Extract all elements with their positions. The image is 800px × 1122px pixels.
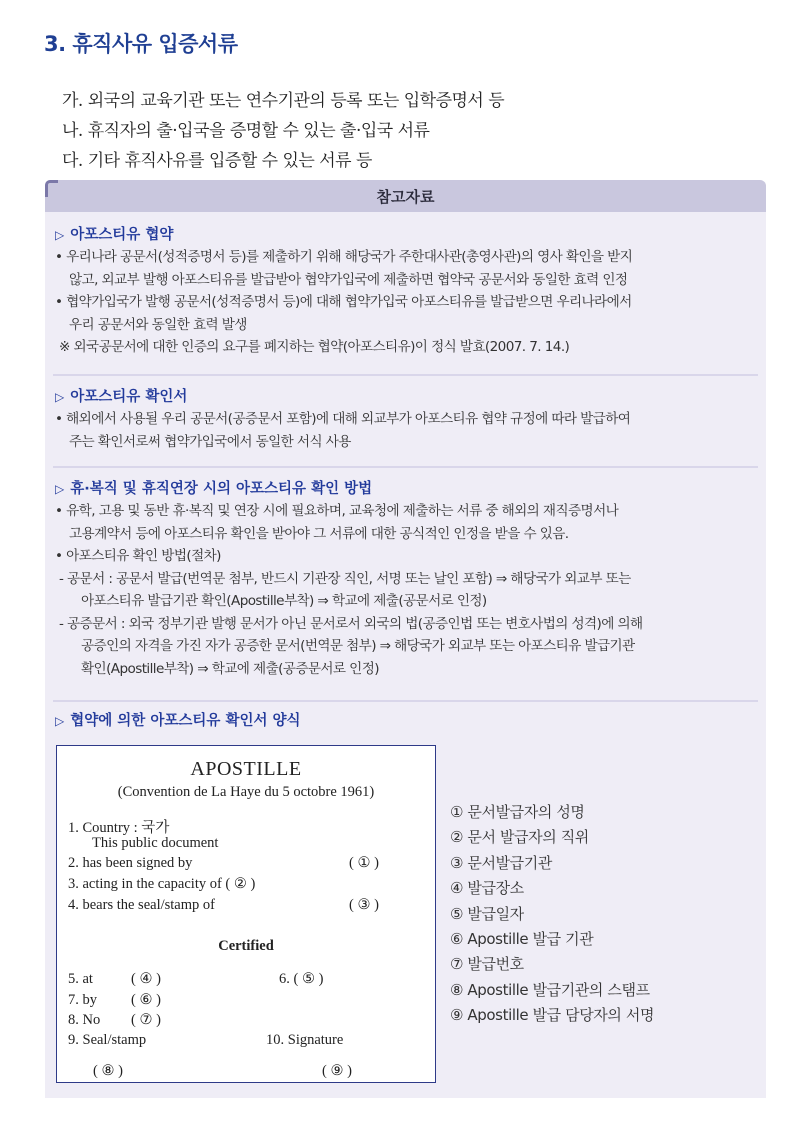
page-title: 3. 휴직사유 입증서류 xyxy=(44,32,238,56)
field-public-document: This public document xyxy=(92,835,219,851)
list-item: 가. 외국의 교육기관 또는 연수기관의 등록 또는 입학증명서 등 xyxy=(62,91,505,111)
field-seal-stamp: 9. Seal/stamp xyxy=(68,1032,147,1048)
legend-item: ③ 문서발급기관 xyxy=(450,853,552,872)
triangle-icon: ▷ xyxy=(55,714,65,728)
divider xyxy=(53,374,758,376)
text-line: 않고, 외교부 발행 아포스티유를 발급받아 협약가입국에 제출하면 협약국 공문서와 동일한 효력 인정 xyxy=(69,271,628,288)
triangle-icon: ▷ xyxy=(55,482,65,496)
text-line: - 공증문서 : 외국 정부기관 발행 문서가 아닌 문서로서 외국의 법(공증인법 또는 변호사법의 성격)에 의해 xyxy=(59,615,643,632)
field-signed-by-value: ( ① ) xyxy=(349,855,379,871)
document-list xyxy=(62,86,504,176)
text-line: 우리 공문서와 동일한 효력 발생 xyxy=(69,316,247,333)
text-line: • 협약가입국가 발행 공문서(성적증명서 등)에 대해 협약가입국 아포스티유를 발급받으면 우리나라에서 xyxy=(55,294,632,310)
field-capacity: 3. acting in the capacity of ( ② ) xyxy=(68,876,256,892)
legend-item: ⑨ Apostille 발급 담당자의 서명 xyxy=(450,1006,655,1025)
field-by: 7. by xyxy=(68,992,97,1008)
triangle-icon: ▷ xyxy=(55,228,65,242)
section-apostille-certificate xyxy=(55,386,755,453)
section-title: 휴·복직 및 휴직연장 시의 아포스티유 확인 방법 xyxy=(70,481,373,497)
field-signature-value: ( ⑨ ) xyxy=(322,1063,352,1079)
field-at-value: ( ④ ) xyxy=(131,971,161,987)
legend-item: ① 문서발급자의 성명 xyxy=(450,803,585,821)
field-by-value: ( ⑥ ) xyxy=(131,992,161,1008)
text-line: 공증인의 자격을 가진 자가 공증한 문서(번역문 첨부) ⇒ 해당국가 외교부 또는 아포스티유 발급기관 xyxy=(81,638,635,654)
list-item: 나. 휴직자의 출·입국을 증명할 수 있는 출·입국 서류 xyxy=(62,121,430,141)
field-date: 6. ( ⑤ ) xyxy=(279,971,324,987)
field-at: 5. at xyxy=(68,971,93,987)
text-line: 고용계약서 등에 아포스티유 확인을 받아야 그 서류에 대한 공식적인 인정을 받을 수 있음. xyxy=(69,525,569,542)
section-title: 협약에 의한 아포스티유 확인서 양식 xyxy=(70,713,301,729)
legend-item: ② 문서 발급자의 직위 xyxy=(450,828,589,847)
legend-item: ④ 발급장소 xyxy=(450,879,524,898)
legend-item: ⑦ 발급번호 xyxy=(450,955,524,974)
text-line: • 해외에서 사용될 우리 공문서(공증문서 포함)에 대해 외교부가 아포스티유 협약 규정에 따라 발급하여 xyxy=(55,411,631,427)
triangle-icon: ▷ xyxy=(55,390,65,404)
section-apostille-convention xyxy=(55,224,755,359)
field-seal: 4. bears the seal/stamp of xyxy=(68,897,215,913)
legend-item: ⑤ 발급일자 xyxy=(450,904,524,923)
legend-item: ⑧ Apostille 발급기관의 스탬프 xyxy=(450,980,650,999)
apostille-title: APOSTILLE xyxy=(190,758,302,780)
field-country: 1. Country : 국가 xyxy=(68,820,170,836)
text-line: 아포스티유 발급기관 확인(Apostille부착) ⇒ 학교에 제출(공문서로 인정) xyxy=(81,593,487,609)
divider xyxy=(53,700,758,702)
corner-decoration xyxy=(45,180,58,197)
certified-label: Certified xyxy=(218,938,274,954)
legend-list xyxy=(450,800,654,1029)
divider xyxy=(53,466,758,468)
text-line: • 유학, 고용 및 동반 휴·복직 및 연장 시에 필요하며, 교육청에 제출하는 서류 중 해외의 재직증명서나 xyxy=(55,503,619,519)
field-seal-value: ( ③ ) xyxy=(349,897,379,913)
apostille-form xyxy=(56,745,436,1083)
section-title: 아포스티유 확인서 xyxy=(70,389,188,405)
apostille-subtitle: (Convention de La Haye du 5 octobre 1961) xyxy=(117,784,375,800)
text-line: • 우리나라 공문서(성적증명서 등)를 제출하기 위해 해당국가 주한대사관(총영사관)의 영사 확인을 받지 xyxy=(55,249,633,265)
reference-header: 참고자료 xyxy=(45,180,766,212)
field-no: 8. No xyxy=(68,1012,101,1028)
legend-item: ⑥ Apostille 발급 기관 xyxy=(450,930,594,949)
section-form xyxy=(55,710,755,732)
text-line: 주는 확인서로써 협약가입국에서 동일한 서식 사용 xyxy=(69,433,351,450)
text-line: 확인(Apostille부착) ⇒ 학교에 제출(공증문서로 인정) xyxy=(81,660,379,677)
text-line: - 공문서 : 공문서 발급(번역문 첨부, 반드시 기관장 직인, 서명 또는 날인 포함) ⇒ 해당국가 외교부 또는 xyxy=(59,570,631,587)
field-no-value: ( ⑦ ) xyxy=(131,1012,161,1028)
text-line: • 아포스티유 확인 방법(절차) xyxy=(55,548,221,564)
field-signed-by: 2. has been signed by xyxy=(68,855,193,871)
list-item: 다. 기타 휴직사유를 입증할 수 있는 서류 등 xyxy=(62,151,372,171)
section-verification-method xyxy=(55,478,755,680)
section-title: 아포스티유 협약 xyxy=(70,227,174,243)
note-line: ※ 외국공문서에 대한 인증의 요구를 폐지하는 협약(아포스티유)이 정식 발효(2007. 7. 14.) xyxy=(59,339,570,355)
field-seal-stamp-value: ( ⑧ ) xyxy=(93,1063,123,1079)
field-signature: 10. Signature xyxy=(266,1032,344,1048)
